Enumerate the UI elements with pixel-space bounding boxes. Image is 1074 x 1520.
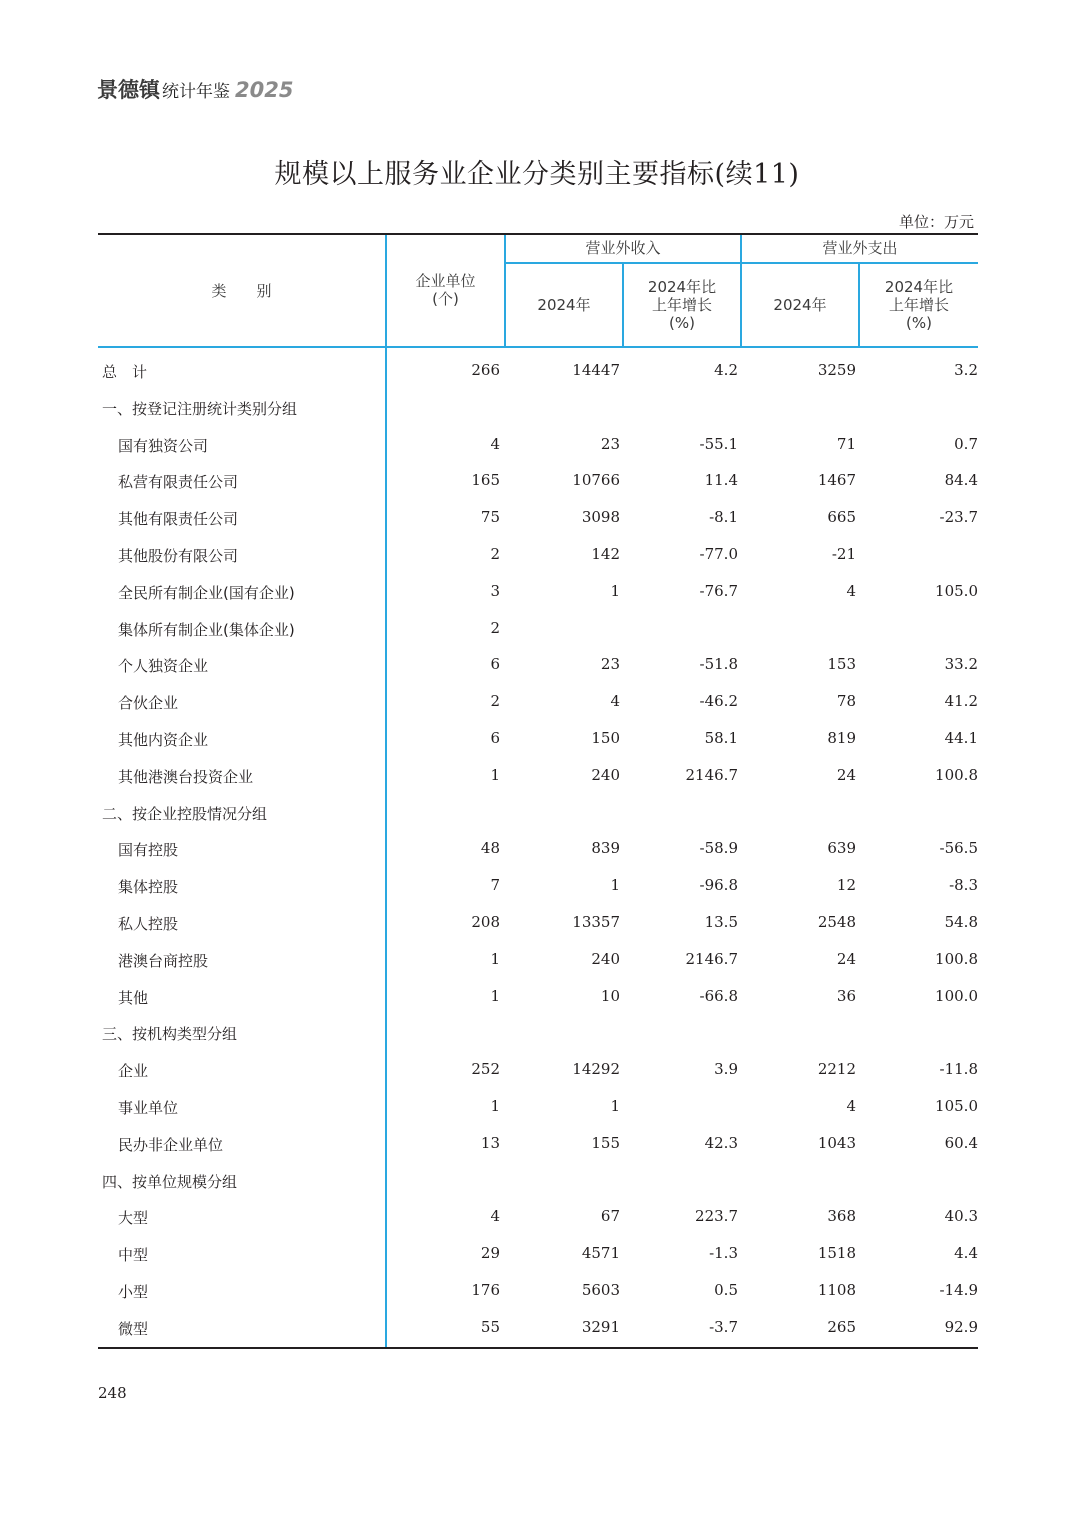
cell-units: 55 xyxy=(480,1317,500,1336)
table-row xyxy=(98,692,978,728)
cell-income-2024: 14292 xyxy=(572,1060,620,1079)
table-row xyxy=(98,361,978,397)
table-row xyxy=(98,803,978,839)
cell-expense-2024: 819 xyxy=(827,729,856,747)
cell-units: 1 xyxy=(490,986,500,1005)
table-row xyxy=(98,839,978,875)
table-row xyxy=(98,1060,978,1096)
cell-expense-2024: 24 xyxy=(836,949,856,968)
cell-expense-growth: 100.8 xyxy=(935,765,978,784)
cell-expense-growth: 54.8 xyxy=(944,913,978,931)
cell-expense-growth: 3.2 xyxy=(954,361,978,379)
cell-expense-2024: 2548 xyxy=(817,913,856,931)
cell-income-growth: -46.2 xyxy=(699,692,738,711)
header-units-label: 企业单位 xyxy=(415,272,476,290)
cell-expense-2024: -21 xyxy=(831,545,856,563)
cell-category: 四、按单位规模分组 xyxy=(102,1172,238,1191)
table-row xyxy=(98,1134,978,1170)
cell-units: 1 xyxy=(490,949,500,968)
header-expense-growth-line3: (%) xyxy=(906,314,932,332)
cell-income-growth: -51.8 xyxy=(699,655,738,674)
table-row xyxy=(98,1023,978,1059)
cell-expense-growth: -14.9 xyxy=(939,1281,978,1299)
cell-expense-2024: 1043 xyxy=(817,1133,856,1152)
table-title: 规模以上服务业企业分类别主要指标(续11) xyxy=(274,159,800,190)
page-number: 248 xyxy=(98,1384,127,1402)
cell-expense-2024: 1467 xyxy=(817,471,856,490)
header-expense-growth xyxy=(860,278,978,332)
cell-category: 港澳台商控股 xyxy=(118,951,209,970)
cell-expense-growth: 4.4 xyxy=(954,1244,978,1263)
cell-income-2024: 10 xyxy=(600,986,620,1005)
cell-income-growth: -77.0 xyxy=(699,545,738,563)
cell-expense-growth: -11.8 xyxy=(939,1060,978,1079)
cell-income-2024: 240 xyxy=(591,949,620,968)
cell-income-2024: 240 xyxy=(591,765,620,784)
cell-units: 2 xyxy=(490,692,500,711)
cell-category: 二、按企业控股情况分组 xyxy=(102,804,268,823)
header-income-growth-line3: (%) xyxy=(669,314,695,332)
cell-category: 国有独资公司 xyxy=(118,436,209,455)
header-units xyxy=(387,272,504,308)
cell-units: 4 xyxy=(490,434,500,453)
table-row xyxy=(98,913,978,949)
cell-category: 三、按机构类型分组 xyxy=(102,1025,238,1044)
cell-category: 国有控股 xyxy=(118,841,179,860)
header-hline-groups xyxy=(504,262,978,264)
header-income-year: 2024年 xyxy=(537,296,591,314)
cell-income-growth: 3.9 xyxy=(714,1060,738,1079)
cell-expense-2024: 24 xyxy=(836,765,856,784)
cell-expense-growth: 0.7 xyxy=(954,434,978,453)
header-income-group: 营业外收入 xyxy=(585,239,661,257)
cell-category: 小型 xyxy=(118,1283,149,1301)
cell-income-2024: 4 xyxy=(610,692,620,711)
cell-expense-2024: 1108 xyxy=(817,1281,856,1299)
cell-income-growth: 13.5 xyxy=(704,913,738,931)
cell-expense-2024: 78 xyxy=(836,692,856,711)
cell-expense-growth: -23.7 xyxy=(939,508,978,527)
table-row xyxy=(98,1097,978,1133)
brand-name: 景德镇 xyxy=(97,78,160,102)
table-row xyxy=(98,766,978,802)
cell-income-growth: -66.8 xyxy=(699,986,738,1005)
cell-expense-growth: 105.0 xyxy=(935,581,978,600)
cell-units: 7 xyxy=(490,876,500,895)
header-bottom-rule xyxy=(98,346,978,348)
cell-expense-growth: 33.2 xyxy=(944,655,978,674)
header-expense-growth-line1: 2024年比 xyxy=(884,278,954,296)
cell-expense-2024: 12 xyxy=(836,876,856,895)
cell-category: 总 计 xyxy=(102,363,148,381)
cell-units: 3 xyxy=(490,581,500,600)
table-row xyxy=(98,1244,978,1280)
cell-category: 合伙企业 xyxy=(118,694,179,713)
table-row xyxy=(98,987,978,1023)
cell-income-growth: 4.2 xyxy=(714,361,738,379)
cell-income-growth: 2146.7 xyxy=(685,765,738,784)
cell-income-growth: 223.7 xyxy=(695,1207,738,1226)
cell-income-growth: -96.8 xyxy=(699,876,738,895)
cell-expense-2024: 665 xyxy=(827,508,856,527)
yearbook-label: 统计年鉴 xyxy=(162,82,230,102)
yearbook-year: 2025 xyxy=(235,78,294,102)
header-expense-growth-line2: 上年增长 xyxy=(888,296,949,314)
cell-units: 6 xyxy=(490,655,500,674)
cell-category: 大型 xyxy=(118,1209,149,1228)
cell-units: 1 xyxy=(490,1097,500,1115)
cell-income-2024: 13357 xyxy=(572,913,620,931)
cell-expense-2024: 4 xyxy=(846,1097,856,1115)
cell-category: 私人控股 xyxy=(118,915,179,933)
cell-income-2024: 839 xyxy=(591,839,620,858)
cell-category: 一、按登记注册统计类别分组 xyxy=(102,399,298,418)
table-row xyxy=(98,435,978,471)
cell-units: 48 xyxy=(480,839,500,858)
table-top-rule xyxy=(98,233,978,235)
cell-income-2024: 1 xyxy=(610,581,620,600)
cell-expense-2024: 2212 xyxy=(817,1060,856,1079)
cell-income-growth: 58.1 xyxy=(704,729,738,747)
cell-expense-2024: 71 xyxy=(836,434,856,453)
cell-income-2024: 1 xyxy=(610,1097,620,1115)
cell-expense-2024: 265 xyxy=(827,1317,856,1336)
cell-units: 1 xyxy=(490,765,500,784)
cell-category: 个人独资企业 xyxy=(118,657,209,676)
cell-income-growth: 11.4 xyxy=(704,471,738,490)
cell-expense-growth: 100.0 xyxy=(935,986,978,1005)
table-row xyxy=(98,1281,978,1317)
cell-units: 266 xyxy=(471,361,500,379)
cell-income-2024: 1 xyxy=(610,876,620,895)
cell-income-2024: 3098 xyxy=(581,508,620,527)
cell-expense-growth: 40.3 xyxy=(944,1207,978,1226)
header-income-growth xyxy=(624,278,740,332)
table-row xyxy=(98,876,978,912)
running-header xyxy=(97,74,293,104)
cell-category: 企业 xyxy=(118,1062,149,1081)
cell-units: 75 xyxy=(480,508,500,527)
cell-income-2024: 23 xyxy=(600,434,620,453)
header-expense-group: 营业外支出 xyxy=(822,239,898,257)
cell-income-2024: 155 xyxy=(591,1133,620,1152)
cell-category: 民办非企业单位 xyxy=(118,1135,224,1154)
cell-category: 微型 xyxy=(118,1319,149,1338)
cell-expense-2024: 153 xyxy=(827,655,856,674)
cell-expense-growth: 84.4 xyxy=(944,471,978,490)
cell-category: 全民所有制企业(国有企业) xyxy=(118,583,295,602)
cell-income-2024: 14447 xyxy=(572,361,620,379)
cell-expense-growth: -56.5 xyxy=(939,839,978,858)
table-row xyxy=(98,729,978,765)
table-row xyxy=(98,950,978,986)
header-income-growth-line2: 上年增长 xyxy=(651,296,712,314)
cell-income-growth: 42.3 xyxy=(704,1133,738,1152)
cell-expense-2024: 368 xyxy=(827,1207,856,1226)
cell-units: 29 xyxy=(480,1244,500,1263)
cell-expense-growth: 100.8 xyxy=(935,949,978,968)
cell-income-growth: -55.1 xyxy=(699,434,738,453)
cell-category: 其他港澳台投资企业 xyxy=(118,767,254,786)
header-units-unit: (个) xyxy=(432,290,459,308)
cell-units: 13 xyxy=(480,1133,500,1152)
cell-expense-2024: 3259 xyxy=(817,361,856,379)
cell-income-growth: -76.7 xyxy=(699,581,738,600)
unit-label: 单位：万元 xyxy=(898,213,974,231)
cell-expense-2024: 36 xyxy=(836,986,856,1005)
cell-income-2024: 5603 xyxy=(581,1281,620,1299)
cell-category: 其他有限责任公司 xyxy=(118,510,239,529)
cell-expense-2024: 639 xyxy=(827,839,856,858)
cell-category: 其他 xyxy=(118,988,149,1007)
cell-category: 集体所有制企业(集体企业) xyxy=(118,620,295,639)
table-row xyxy=(98,545,978,581)
cell-income-2024: 142 xyxy=(591,545,620,563)
table-row xyxy=(98,1171,978,1207)
cell-units: 165 xyxy=(471,471,500,490)
header-expense-year: 2024年 xyxy=(773,296,827,314)
table-row xyxy=(98,508,978,544)
cell-units: 176 xyxy=(471,1281,500,1299)
cell-income-2024: 23 xyxy=(600,655,620,674)
cell-category: 集体控股 xyxy=(118,878,179,897)
table-row xyxy=(98,1207,978,1243)
cell-income-growth: 0.5 xyxy=(714,1281,738,1299)
table-row xyxy=(98,655,978,691)
cell-income-growth: -8.1 xyxy=(709,508,738,527)
cell-units: 2 xyxy=(490,545,500,563)
cell-income-growth: 2146.7 xyxy=(685,949,738,968)
cell-units: 208 xyxy=(471,913,500,931)
table-row xyxy=(98,582,978,618)
cell-income-2024: 3291 xyxy=(581,1317,620,1336)
cell-category: 中型 xyxy=(118,1246,149,1265)
cell-units: 252 xyxy=(471,1060,500,1079)
cell-category: 其他内资企业 xyxy=(118,731,209,749)
cell-category: 事业单位 xyxy=(118,1099,179,1117)
header-category: 类 别 xyxy=(211,282,272,300)
cell-income-2024: 4571 xyxy=(581,1244,620,1263)
cell-expense-2024: 4 xyxy=(846,581,856,600)
cell-units: 2 xyxy=(490,618,500,637)
cell-expense-growth: 105.0 xyxy=(935,1097,978,1115)
cell-category: 私营有限责任公司 xyxy=(118,473,239,492)
cell-expense-growth: 41.2 xyxy=(944,692,978,711)
cell-income-2024: 67 xyxy=(600,1207,620,1226)
cell-expense-growth: 44.1 xyxy=(944,729,978,747)
table-row xyxy=(98,398,978,434)
cell-income-growth: -1.3 xyxy=(709,1244,738,1263)
cell-expense-growth: 60.4 xyxy=(944,1133,978,1152)
cell-expense-growth: -8.3 xyxy=(949,876,978,895)
cell-units: 4 xyxy=(490,1207,500,1226)
cell-category: 其他股份有限公司 xyxy=(118,547,239,565)
table-bottom-rule xyxy=(98,1347,978,1349)
cell-income-growth: -58.9 xyxy=(699,839,738,858)
cell-units: 6 xyxy=(490,729,500,747)
cell-income-2024: 10766 xyxy=(572,471,620,490)
header-income-growth-line1: 2024年比 xyxy=(647,278,717,296)
cell-income-2024: 150 xyxy=(591,729,620,747)
cell-expense-growth: 92.9 xyxy=(944,1317,978,1336)
cell-income-growth: -3.7 xyxy=(709,1317,738,1336)
cell-expense-2024: 1518 xyxy=(817,1244,856,1263)
table-row xyxy=(98,471,978,507)
table-row xyxy=(98,619,978,655)
